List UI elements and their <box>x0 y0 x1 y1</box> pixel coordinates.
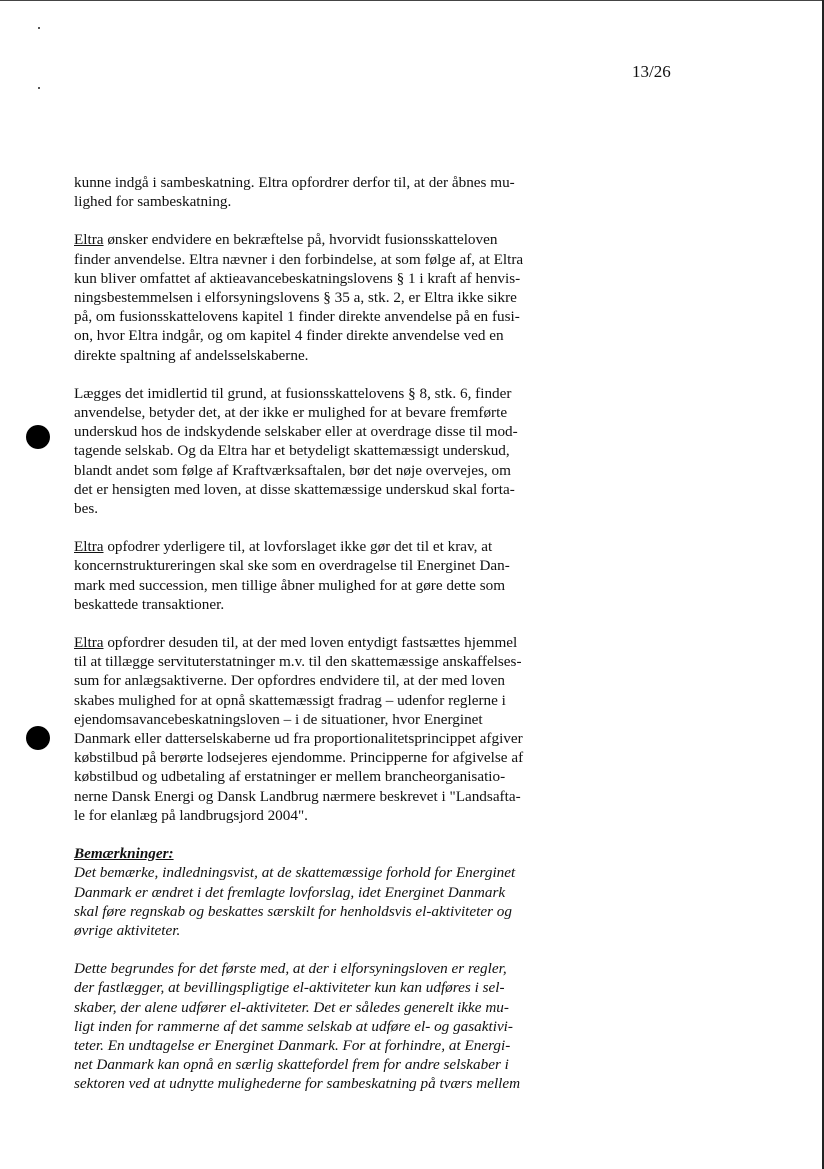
paragraph <box>74 230 568 364</box>
scan-edge-top <box>0 0 824 1</box>
text-line: købstilbud og udbetaling af erstatninger er mellem brancheorganisatio- <box>74 768 506 786</box>
text-line: lighed for sambeskatning. <box>74 193 232 211</box>
binder-hole-mark <box>26 726 50 750</box>
paragraph <box>74 537 568 614</box>
text-line: le for elanlæg på landbrugsjord 2004". <box>74 806 308 824</box>
scan-speck <box>38 27 40 29</box>
text-line: Danmark er ændret i det fremlagte lovforslag, idet Energinet Danmark <box>74 883 506 901</box>
text-line: underskud hos de indskydende selskaber eller at overdrage disse til mod- <box>74 423 518 441</box>
text-line: på, om fusionsskattelovens kapitel 1 finder direkte anvendelse på en fusi- <box>74 308 520 326</box>
scan-speck <box>38 87 40 89</box>
text-line: Danmark eller datterselskaberne ud fra proportionalitetsprincippet afgiver <box>74 730 523 748</box>
text-line: skaber, der alene udfører el-aktiviteter. Det er således generelt ikke mu- <box>74 998 509 1016</box>
text-line: sum for anlægsaktiverne. Der opfordres endvidere til, at der med loven <box>74 672 506 690</box>
text-line: teter. En undtagelse er Energinet Danmark. For at forhindre, at Energi- <box>74 1036 511 1054</box>
paragraph <box>74 384 568 518</box>
text-line: købstilbud på berørte lodsejeres ejendomme. Principperne for afgivelse af <box>74 749 524 767</box>
paragraph <box>74 959 568 1093</box>
text-line: ningsbestemmelsen i elforsyningslovens § 35 a, stk. 2, er Eltra ikke sikre <box>74 289 517 307</box>
text-line: ejendomsavancebeskatningsloven – i de situationer, hvor Energinet <box>74 710 483 728</box>
text-line <box>74 537 568 556</box>
text-line: sektoren ved at udnytte mulighederne for sambeskatning på tværs mellem <box>74 1075 521 1093</box>
remarks-section <box>74 844 568 940</box>
text-line: kun bliver omfattet af aktieavancebeskatningslovens § 1 i kraft af henvis- <box>74 269 521 287</box>
text-line: til at tillægge servituterstatninger m.v. til den skattemæssige anskaffelses- <box>74 653 522 671</box>
binder-hole-mark <box>26 425 50 449</box>
text-line: skal føre regnskab og beskattes særskilt for henholdsvis el-aktiviteter og <box>74 902 512 920</box>
text-line: blandt andet som følge af Kraftværksaftalen, bør det nøje overvejes, om <box>74 461 511 479</box>
paragraph <box>74 173 568 211</box>
text-line: anvendelse, betyder det, at der ikke er mulighed for at bevare fremførte <box>74 404 508 422</box>
paragraph <box>74 633 568 825</box>
underlined-name: Eltra <box>74 231 104 249</box>
text-line: Dette begrundes for det første med, at der i elforsyningsloven er regler, <box>74 960 507 978</box>
text-line: beskattede transaktioner. <box>74 595 225 613</box>
text-line: net Danmark kan opnå en særlig skattefordel frem for andre selskaber i <box>74 1056 509 1074</box>
text-line: on, hvor Eltra indgår, og om kapitel 4 finder direkte anvendelse ved en <box>74 327 504 345</box>
underlined-name: Eltra <box>74 634 104 652</box>
text-line: det er hensigten med loven, at disse skattemæssige underskud skal forta- <box>74 480 515 498</box>
text-line: koncernstruktureringen skal ske som en overdragelse til Energinet Dan- <box>74 557 510 575</box>
text-line: bes. <box>74 500 99 518</box>
text-line: nerne Dansk Energi og Dansk Landbrug nærmere beskrevet i "Landsafta- <box>74 787 521 805</box>
text-line: ligt inden for rammerne af det samme selskab at udføre el- og gasaktivi- <box>74 1017 513 1035</box>
text-line: der fastlægger, at bevillingspligtige el-aktiviteter kun kan udføres i sel- <box>74 979 505 997</box>
text-line: skabes mulighed for at opnå skattemæssigt fradrag – udenfor reglerne i <box>74 691 506 709</box>
text-line <box>74 230 568 249</box>
text-line: Lægges det imidlertid til grund, at fusionsskattelovens § 8, stk. 6, finder <box>74 384 512 402</box>
page-number: 13/26 <box>632 62 671 81</box>
text-line: Det bemærke, indledningsvist, at de skattemæssige forhold for Energinet <box>74 864 516 882</box>
text-line: direkte spaltning af andelsselskaberne. <box>74 346 309 364</box>
text-line <box>74 633 568 652</box>
remarks-heading: Bemærkninger: <box>74 845 174 863</box>
text-line: kunne indgå i sambeskatning. Eltra opfordrer derfor til, at der åbnes mu- <box>74 174 515 191</box>
text-fragment: ønsker endvidere en bekræftelse på, hvorvidt fusionsskatteloven <box>103 231 498 249</box>
text-line: øvrige aktiviteter. <box>74 921 181 939</box>
text-line: finder anvendelse. Eltra nævner i den forbindelse, at som følge af, at Eltra <box>74 250 524 268</box>
text-fragment: opfordrer desuden til, at der med loven entydigt fastsættes hjemmel <box>103 634 518 652</box>
text-line: mark med succession, men tillige åbner mulighed for at gøre dette som <box>74 576 506 594</box>
text-fragment: opfodrer yderligere til, at lovforslaget ikke gør det til et krav, at <box>103 538 493 556</box>
underlined-name: Eltra <box>74 538 104 556</box>
document-body <box>74 173 568 1113</box>
text-line: tagende selskab. Og da Eltra har et betydeligt skattemæssigt underskud, <box>74 442 510 460</box>
